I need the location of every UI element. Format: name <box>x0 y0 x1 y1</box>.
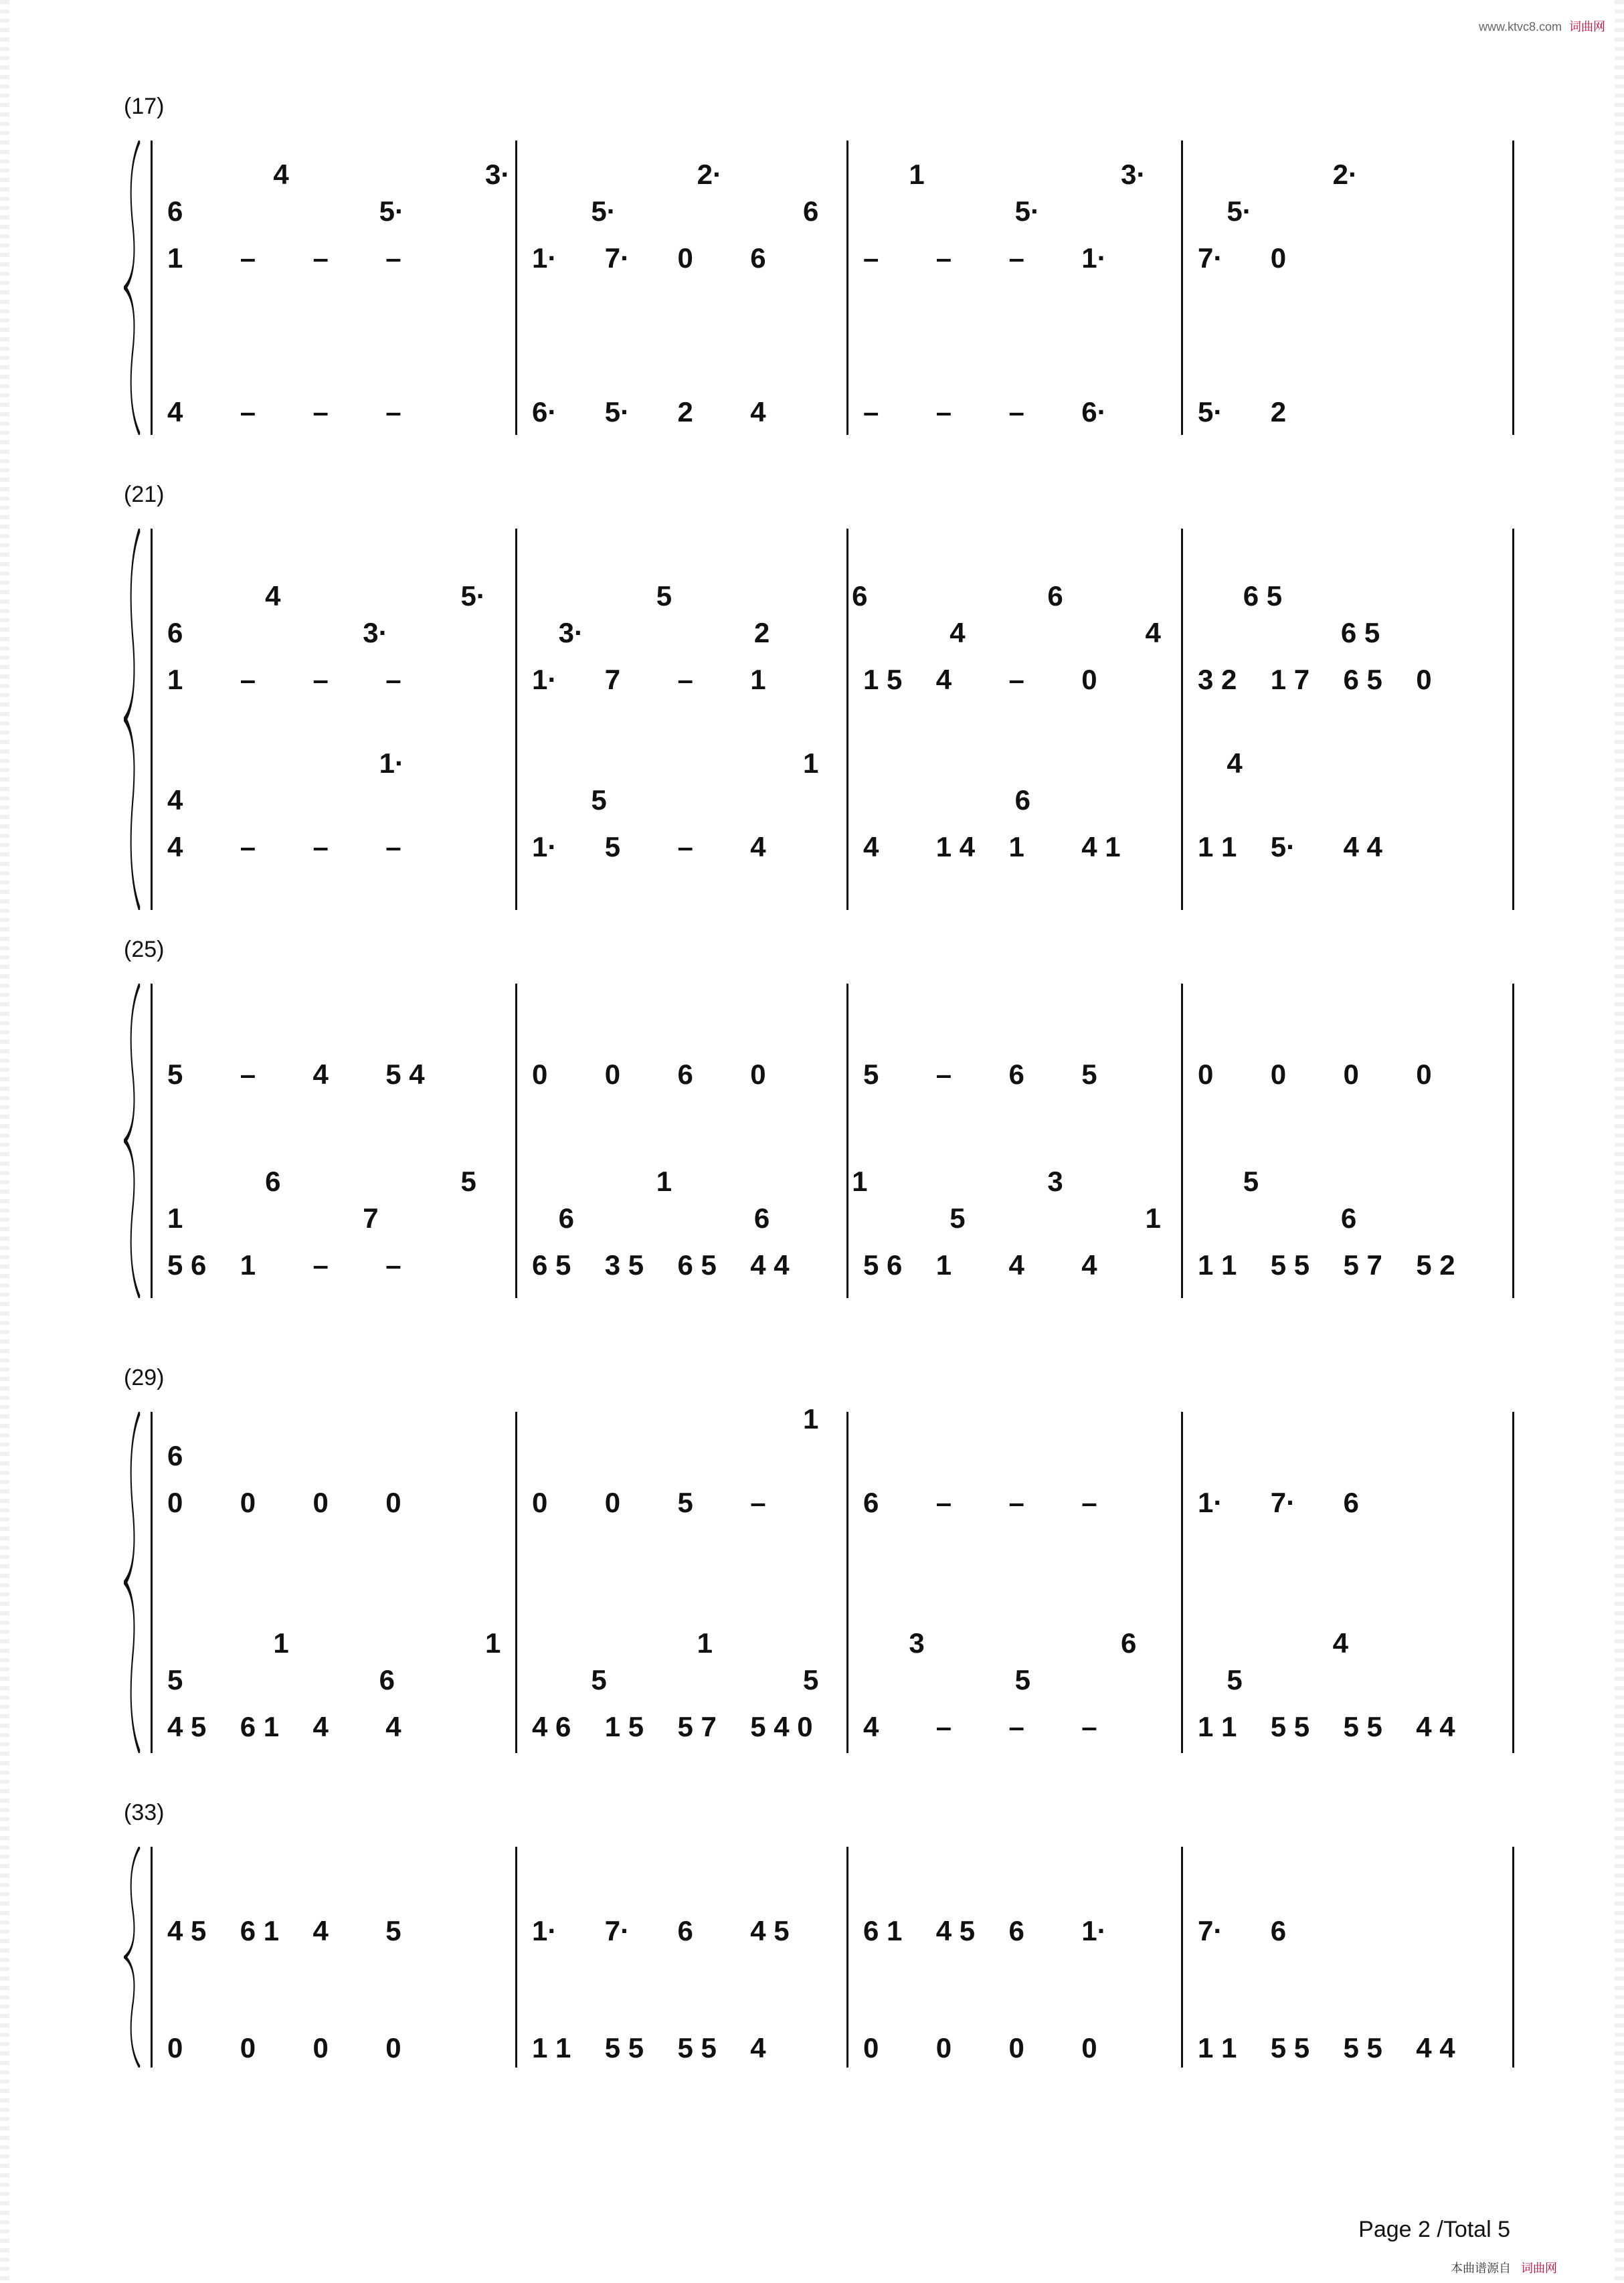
sustain-dash: – <box>1008 242 1024 274</box>
bass-note: 1 4 <box>935 831 976 862</box>
treble-chord-tone: 3· <box>1121 159 1146 190</box>
rest: 0 <box>677 242 693 274</box>
sustain-dash: – <box>240 242 256 274</box>
treble-chord-tone: 6 5 <box>1340 617 1380 648</box>
bass-chord-tone: 3 <box>909 1627 925 1659</box>
bass-chord-tone: 4 <box>167 784 183 816</box>
rest: 0 <box>604 1059 621 1090</box>
bass-note: 5 <box>604 831 621 862</box>
treble-note: 1· <box>1081 242 1107 274</box>
treble-note: 6 5 <box>1343 664 1382 695</box>
bass-note: 1 1 <box>1198 1249 1237 1281</box>
rest: 0 <box>1416 664 1432 695</box>
bass-chord-tone: 5 <box>591 1664 607 1696</box>
bass-note: 4 <box>750 396 766 428</box>
treble-note: 6 <box>863 1487 879 1518</box>
bar-line <box>1181 529 1183 910</box>
bass-note: 5 4 0 <box>750 1711 813 1742</box>
treble-note: 1· <box>1198 1487 1223 1518</box>
treble-note: 7· <box>604 1915 630 1946</box>
bass-note: 5 5 <box>604 2032 644 2064</box>
measure-number: (21) <box>124 482 165 507</box>
bar-line <box>515 529 517 910</box>
bass-note: 4 <box>312 1711 329 1742</box>
treble-chord-tone: 5· <box>1014 195 1041 227</box>
sustain-dash: – <box>1008 1711 1024 1742</box>
bass-note: 5 5 <box>1343 2032 1382 2064</box>
treble-chord-tone: 2· <box>1332 159 1358 190</box>
treble-note: 5 <box>1081 1059 1097 1090</box>
measure-number: (33) <box>124 1800 165 1825</box>
sustain-dash: – <box>677 664 693 695</box>
bar-line <box>1181 984 1183 1298</box>
bar-line <box>1181 1847 1183 2068</box>
sustain-dash: – <box>677 831 693 862</box>
top-watermark <box>1479 17 1605 35</box>
treble-chord-tone: 6 <box>167 617 183 648</box>
rest: 0 <box>1270 242 1287 274</box>
bass-chord-tone: 5 <box>1243 1166 1259 1197</box>
rest: 0 <box>1198 1059 1214 1090</box>
sustain-dash: – <box>935 1711 952 1742</box>
bass-chord-tone: 6 <box>558 1202 574 1234</box>
bar-line <box>515 984 517 1298</box>
bass-note: 4 4 <box>1416 2032 1455 2064</box>
grand-staff-brace <box>124 529 143 910</box>
rest: 0 <box>167 1487 183 1518</box>
bar-line <box>846 1412 848 1753</box>
grand-staff-brace <box>124 1412 143 1753</box>
bass-chord-tone: 5 <box>803 1664 819 1696</box>
treble-note: 5 4 <box>385 1059 425 1090</box>
sustain-dash: – <box>750 1487 766 1518</box>
bass-chord-tone: 7 <box>363 1202 379 1234</box>
sustain-dash: – <box>385 831 401 862</box>
source-text: 本曲谱源自 <box>1450 2262 1511 2275</box>
bass-chord-tone: 1· <box>379 747 405 779</box>
treble-note: 5 <box>167 1059 183 1090</box>
bar-line <box>846 1847 848 2068</box>
source-credit <box>1451 2259 1557 2276</box>
bass-note: 4 1 <box>1081 831 1121 862</box>
sustain-dash: – <box>240 1059 256 1090</box>
bass-chord-tone: 1 <box>656 1166 672 1197</box>
bar-line <box>515 1412 517 1753</box>
measure-number: (17) <box>124 94 165 119</box>
sustain-dash: – <box>312 664 329 695</box>
bass-note: 5 7 <box>677 1711 717 1742</box>
sustain-dash: – <box>312 1249 329 1281</box>
bass-note: 5· <box>1198 396 1223 428</box>
treble-note: 1 <box>750 664 766 695</box>
bass-note: 6 1 <box>240 1711 280 1742</box>
bass-chord-tone: 5 <box>591 784 607 816</box>
bass-chord-tone: 5 <box>1014 1664 1031 1696</box>
sustain-dash: – <box>935 1059 952 1090</box>
treble-note: 3 2 <box>1198 664 1237 695</box>
rest: 0 <box>1270 1059 1287 1090</box>
bar-line <box>846 984 848 1298</box>
bass-note: 1 5 <box>604 1711 644 1742</box>
treble-note: 5 <box>385 1915 401 1946</box>
bass-note: 5 6 <box>863 1249 903 1281</box>
rest: 0 <box>167 2032 183 2064</box>
sustain-dash: – <box>935 242 952 274</box>
treble-chord-tone: 5· <box>379 195 405 227</box>
bass-note: 4 <box>1081 1249 1097 1281</box>
treble-note: 4 <box>935 664 952 695</box>
treble-note: 7· <box>1270 1487 1296 1518</box>
music-system <box>124 1800 1492 2068</box>
system-start-line <box>151 1847 153 2068</box>
treble-note: 1· <box>532 242 557 274</box>
treble-note: 6 <box>1008 1059 1024 1090</box>
bass-chord-tone: 6 <box>1014 784 1031 816</box>
watermark-site: www.ktvc8.com <box>1478 20 1562 33</box>
bass-note: 5 7 <box>1343 1249 1382 1281</box>
bass-note: 5 5 <box>1270 2032 1310 2064</box>
treble-note: 1· <box>532 1915 557 1946</box>
bass-note: 4 <box>385 1711 401 1742</box>
treble-chord-tone: 2· <box>697 159 723 190</box>
treble-note: 5 <box>677 1487 693 1518</box>
rest: 0 <box>312 2032 329 2064</box>
rest: 0 <box>532 1487 548 1518</box>
rest: 0 <box>532 1059 548 1090</box>
bass-note: 1 <box>935 1249 952 1281</box>
right-watermark-strip <box>1615 0 1624 2283</box>
bass-chord-tone: 5 <box>460 1166 476 1197</box>
bass-chord-tone: 1 <box>803 747 819 779</box>
treble-note: 7· <box>604 242 630 274</box>
treble-chord-tone: 4 <box>950 617 966 648</box>
bass-note: 4 <box>863 831 879 862</box>
treble-chord-tone: 3· <box>485 159 511 190</box>
bar-line <box>1512 141 1514 435</box>
sustain-dash: – <box>1008 664 1024 695</box>
sustain-dash: – <box>863 396 879 428</box>
bass-chord-tone: 5 <box>1227 1664 1243 1696</box>
bass-note: 6· <box>1081 396 1107 428</box>
treble-note: 6 <box>677 1059 693 1090</box>
sustain-dash: – <box>312 242 329 274</box>
treble-note: 1 5 <box>863 664 903 695</box>
treble-chord-tone: 5 <box>656 580 672 612</box>
bass-chord-tone: 1 <box>273 1627 289 1659</box>
bass-note: 1· <box>532 831 557 862</box>
bass-chord-tone: 1 <box>1145 1202 1161 1234</box>
treble-chord-tone: 2 <box>753 617 770 648</box>
bass-note: 5· <box>604 396 630 428</box>
bass-note: 4 4 <box>750 1249 790 1281</box>
sustain-dash: – <box>312 831 329 862</box>
treble-chord-tone: 6 <box>167 1440 183 1471</box>
sustain-dash: – <box>312 396 329 428</box>
grand-staff-brace <box>124 1847 143 2068</box>
rest: 0 <box>1081 2032 1097 2064</box>
sustain-dash: – <box>240 831 256 862</box>
sustain-dash: – <box>385 664 401 695</box>
page-indicator: Page 2 /Total 5 <box>1358 2217 1510 2242</box>
bass-note: 4 4 <box>1343 831 1382 862</box>
bass-chord-tone: 3 <box>1047 1166 1063 1197</box>
sustain-dash: – <box>863 242 879 274</box>
bar-line <box>1181 1412 1183 1753</box>
bass-chord-tone: 4 <box>1227 747 1243 779</box>
bass-chord-tone: 6 <box>753 1202 770 1234</box>
system-start-line <box>151 529 153 910</box>
sustain-dash: – <box>385 242 401 274</box>
bass-note: 5 6 <box>167 1249 207 1281</box>
rest: 0 <box>1081 664 1097 695</box>
bar-line <box>1512 984 1514 1298</box>
treble-note: 1· <box>1081 1915 1107 1946</box>
bar-line <box>515 141 517 435</box>
treble-chord-tone: 1 <box>909 159 925 190</box>
watermark-brand: 词曲网 <box>1569 20 1605 33</box>
bass-note: 2 <box>677 396 693 428</box>
measure-number: (25) <box>124 937 165 962</box>
bass-note: 1 1 <box>532 2032 571 2064</box>
treble-note: 4 <box>312 1915 329 1946</box>
music-system <box>124 94 1492 435</box>
bass-note: 4 <box>863 1711 879 1742</box>
bass-note: 5 5 <box>677 2032 717 2064</box>
grand-staff-brace <box>124 141 143 435</box>
bass-note: 3 5 <box>604 1249 644 1281</box>
sustain-dash: – <box>240 396 256 428</box>
treble-chord-tone: 6 <box>167 195 183 227</box>
bar-line <box>1181 141 1183 435</box>
bar-line <box>1512 529 1514 910</box>
sustain-dash: – <box>385 396 401 428</box>
treble-note: 6 1 <box>863 1915 903 1946</box>
treble-note: 6 <box>1343 1487 1359 1518</box>
treble-chord-tone: 6 <box>852 580 868 612</box>
treble-chord-tone: 4 <box>265 580 281 612</box>
bass-note: 6· <box>532 396 557 428</box>
treble-note: 5 <box>863 1059 879 1090</box>
bass-note: 5 5 <box>1270 1249 1310 1281</box>
system-start-line <box>151 984 153 1298</box>
measure-number: (29) <box>124 1365 165 1390</box>
bass-note: 1 1 <box>1198 1711 1237 1742</box>
source-brand: 词曲网 <box>1521 2262 1557 2275</box>
grand-staff-brace <box>124 984 143 1298</box>
rest: 0 <box>750 1059 766 1090</box>
music-system <box>124 1365 1492 1753</box>
treble-note: 6 <box>750 242 766 274</box>
bass-note: 2 <box>1270 396 1287 428</box>
bass-note: 4 6 <box>532 1711 571 1742</box>
left-watermark-strip <box>0 0 9 2283</box>
treble-note: 1· <box>532 664 557 695</box>
rest: 0 <box>385 1487 401 1518</box>
treble-note: 1 <box>167 242 183 274</box>
bass-note: 1 1 <box>1198 2032 1237 2064</box>
treble-chord-tone: 5· <box>591 195 616 227</box>
treble-note: 6 1 <box>240 1915 280 1946</box>
treble-note: 7· <box>1198 1915 1223 1946</box>
bass-chord-tone: 1 <box>167 1202 183 1234</box>
treble-chord-tone: 6 5 <box>1243 580 1283 612</box>
sustain-dash: – <box>1081 1487 1097 1518</box>
rest: 0 <box>312 1487 329 1518</box>
rest: 0 <box>240 2032 256 2064</box>
bass-note: 4 5 <box>167 1711 207 1742</box>
bar-line <box>1512 1847 1514 2068</box>
bass-note: 5· <box>1270 831 1296 862</box>
treble-chord-tone: 5· <box>460 580 486 612</box>
music-system <box>124 937 1492 1298</box>
bass-chord-tone: 1 <box>852 1166 868 1197</box>
bass-chord-tone: 5 <box>167 1664 183 1696</box>
treble-chord-tone: 5· <box>1227 195 1252 227</box>
bass-note: 1 <box>240 1249 256 1281</box>
treble-chord-tone: 3· <box>363 617 388 648</box>
bass-note: 4 <box>1008 1249 1024 1281</box>
bass-note: 5 2 <box>1416 1249 1455 1281</box>
rest: 0 <box>1416 1059 1432 1090</box>
treble-note: 4 5 <box>750 1915 790 1946</box>
bass-note: 6 5 <box>677 1249 717 1281</box>
bass-chord-tone: 5 <box>950 1202 966 1234</box>
treble-note: 7 <box>604 664 621 695</box>
bass-chord-tone: 6 <box>265 1166 281 1197</box>
bass-chord-tone: 1 <box>697 1627 713 1659</box>
rest: 0 <box>240 1487 256 1518</box>
system-start-line <box>151 1412 153 1753</box>
bass-note: 5 5 <box>1270 1711 1310 1742</box>
treble-chord-tone: 3· <box>558 617 583 648</box>
bass-note: 4 <box>750 831 766 862</box>
treble-note: 6 <box>677 1915 693 1946</box>
bass-note: 1 <box>1008 831 1024 862</box>
sustain-dash: – <box>1081 1711 1097 1742</box>
bar-line <box>846 529 848 910</box>
sustain-dash: – <box>385 1249 401 1281</box>
rest: 0 <box>863 2032 879 2064</box>
bar-line <box>1512 1412 1514 1753</box>
bass-chord-tone: 4 <box>1332 1627 1349 1659</box>
rest: 0 <box>935 2032 952 2064</box>
sustain-dash: – <box>935 1487 952 1518</box>
treble-note: 7· <box>1198 242 1223 274</box>
rest: 0 <box>1008 2032 1024 2064</box>
treble-note: 1 7 <box>1270 664 1310 695</box>
rest: 0 <box>604 1487 621 1518</box>
bass-chord-tone: 6 <box>379 1664 395 1696</box>
bar-line <box>846 141 848 435</box>
system-start-line <box>151 141 153 435</box>
treble-chord-tone: 4 <box>1145 617 1161 648</box>
bar-line <box>515 1847 517 2068</box>
treble-note: 6 <box>1270 1915 1287 1946</box>
treble-note: 4 5 <box>935 1915 976 1946</box>
rest: 0 <box>385 2032 401 2064</box>
sustain-dash: – <box>1008 1487 1024 1518</box>
bass-note: 1 1 <box>1198 831 1237 862</box>
bass-chord-tone: 6 <box>1340 1202 1357 1234</box>
bass-note: 4 <box>750 2032 766 2064</box>
treble-chord-tone: 6 <box>1047 580 1063 612</box>
bass-note: 6 5 <box>532 1249 571 1281</box>
sustain-dash: – <box>935 396 952 428</box>
sustain-dash: – <box>240 664 256 695</box>
treble-note: 4 <box>312 1059 329 1090</box>
rest: 0 <box>1343 1059 1359 1090</box>
treble-chord-tone: 6 <box>803 195 819 227</box>
treble-note: 1 <box>167 664 183 695</box>
music-system <box>124 482 1492 910</box>
sustain-dash: – <box>1008 396 1024 428</box>
treble-chord-tone: 4 <box>273 159 289 190</box>
treble-note: 4 5 <box>167 1915 207 1946</box>
bass-note: 5 5 <box>1343 1711 1382 1742</box>
bass-chord-tone: 1 <box>485 1627 501 1659</box>
treble-chord-tone: 1 <box>803 1403 819 1435</box>
bass-chord-tone: 6 <box>1121 1627 1137 1659</box>
bass-note: 4 4 <box>1416 1711 1455 1742</box>
bass-note: 4 <box>167 396 183 428</box>
treble-note: 6 <box>1008 1915 1024 1946</box>
bass-note: 4 <box>167 831 183 862</box>
